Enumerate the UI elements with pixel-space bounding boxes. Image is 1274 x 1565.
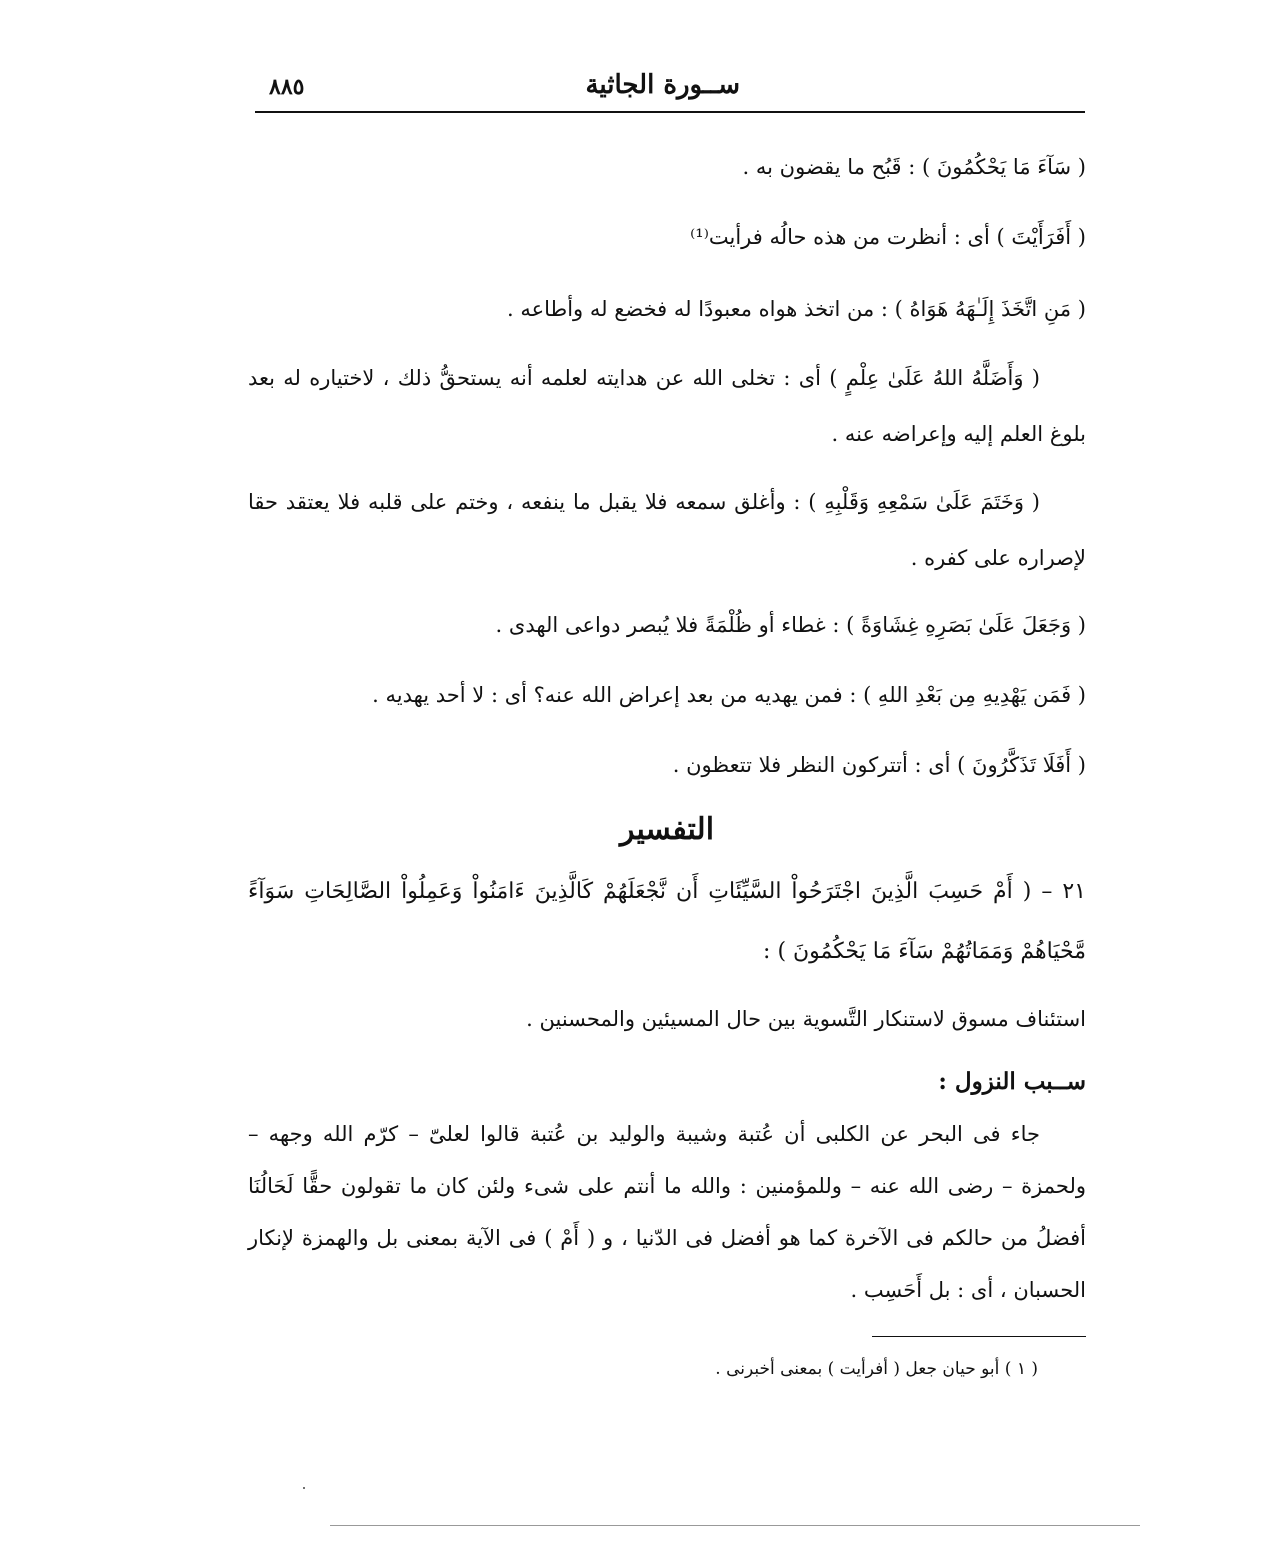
scan-edge-line xyxy=(330,1525,1140,1526)
glossary-entry-7: ( فَمَن يَهْدِيهِ مِن بَعْدِ اللهِ ) : فمن يهديه من بعد إعراض الله عنه؟ أى : لا أحد يهديه . xyxy=(372,683,1086,707)
glossary-entry-3: ( مَنِ اتَّخَذَ إِلَـٰهَهُ هَوَاهُ ) : من اتخذ هواه معبودًا له فخضع له وأطاعه . xyxy=(506,297,1086,321)
glossary-entry-5: ( وَخَتَمَ عَلَىٰ سَمْعِهِ وَقَلْبِهِ ) : وأغلق سمعه فلا يقبل ما ينفعه ، وختم على قلبه فلا يعتقد حقا لإصراره على كفره . xyxy=(248,490,1086,570)
verse-21: ٢١ – ( أَمْ حَسِبَ الَّذِينَ اجْتَرَحُواْ السَّيِّئَاتِ أَن نَّجْعَلَهُمْ كَالَّذِينَ ءَامَنُواْ وَعَمِلُواْ الصَّالِحَاتِ سَوَآءً مَّحْيَاهُمْ وَمَمَاتُهُمْ سَآءَ مَا يَحْكُمُونَ ) : xyxy=(248,879,1086,964)
occasion-heading: ســبب النزول : xyxy=(938,1068,1086,1095)
footnote: ( ١ ) أبو حيان جعل ( أفرأيت ) بمعنى أخبرنى . xyxy=(715,1359,1038,1379)
commentary: استئناف مسوق لاستنكار التَّسوية بين حال المسيئين والمحسنين . xyxy=(526,1007,1086,1031)
running-title: ســورة الجاثية xyxy=(585,70,740,100)
footnote-rule xyxy=(872,1336,1086,1337)
glossary-entry-2: ( أَفَرَأَيْتَ ) أى : أنظرت من هذه حالُه فرأيت⁽¹⁾ xyxy=(690,225,1086,249)
header-rule xyxy=(255,111,1085,113)
glossary-entry-4: ( وَأَضَلَّهُ اللهُ عَلَىٰ عِلْمٍ ) أى : تخلى الله عن هدايته لعلمه أنه يستحقُّ ذلك ، لاختياره له بعد بلوغ العلم إليه وإعراضه عنه . xyxy=(248,366,1086,446)
page-header xyxy=(255,66,1085,110)
section-heading: التفسير xyxy=(619,812,715,847)
scan-speck xyxy=(303,1487,305,1489)
glossary-entry-6: ( وَجَعَلَ عَلَىٰ بَصَرِهِ غِشَاوَةً ) : غطاء أو ظُلْمَةً فلا يُبصر دواعى الهدى . xyxy=(495,613,1086,637)
occasion-text: جاء فى البحر عن الكلبى أن عُتبة وشيبة والوليد بن عُتبة قالوا لعلىّ – كرّم الله وجهه – ولحمزة – رضى الله عنه – وللمؤمنين : والله ما أنتم على شىء ولئن كان ما تقولون حقًّا لَحَالُنَا أفضلُ من حالكم فى الآخرة كما هو أفضل فى الدّنيا ، و ( أَمْ ) فى الآية بمعنى بل والهمزة لإنكار الحسبان ، أى : بل أَحَسِب . xyxy=(248,1122,1086,1302)
glossary-entry-1: ( سَآءَ مَا يَحْكُمُونَ ) : قَبُح ما يقضون به . xyxy=(742,155,1086,179)
page-number: ٨٨٥ xyxy=(269,74,305,100)
glossary-entry-8: ( أَفَلَا تَذَكَّرُونَ ) أى : أتتركون النظر فلا تتعظون . xyxy=(672,753,1086,777)
